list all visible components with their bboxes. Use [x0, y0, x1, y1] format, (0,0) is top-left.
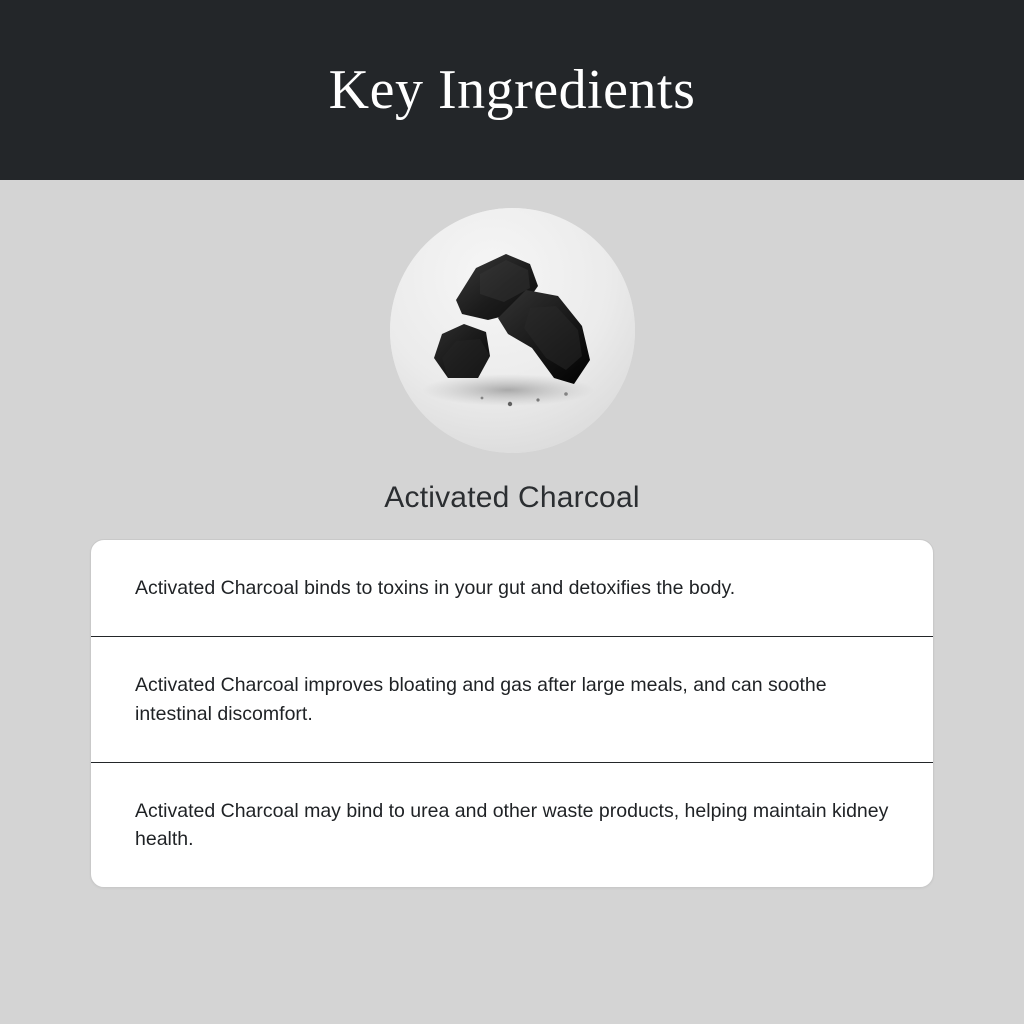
- benefits-card: [90, 539, 934, 888]
- page-header: [0, 0, 1024, 180]
- ingredient-image: [390, 208, 635, 453]
- benefit-row: [91, 540, 933, 637]
- charcoal-chunks-icon: [390, 208, 635, 453]
- main-content: [0, 180, 1024, 1024]
- benefit-text: Activated Charcoal may bind to urea and other waste products, helping maintain kidney health.: [135, 799, 889, 851]
- ingredient-name: Activated Charcoal: [384, 481, 640, 514]
- benefit-row: [91, 763, 933, 888]
- benefit-text: Activated Charcoal binds to toxins in your gut and detoxifies the body.: [135, 577, 736, 599]
- benefit-row: [91, 637, 933, 763]
- page-title: Key Ingredients: [328, 59, 696, 121]
- benefit-text: Activated Charcoal improves bloating and gas after large meals, and can soothe intestinal discomfort.: [135, 674, 827, 725]
